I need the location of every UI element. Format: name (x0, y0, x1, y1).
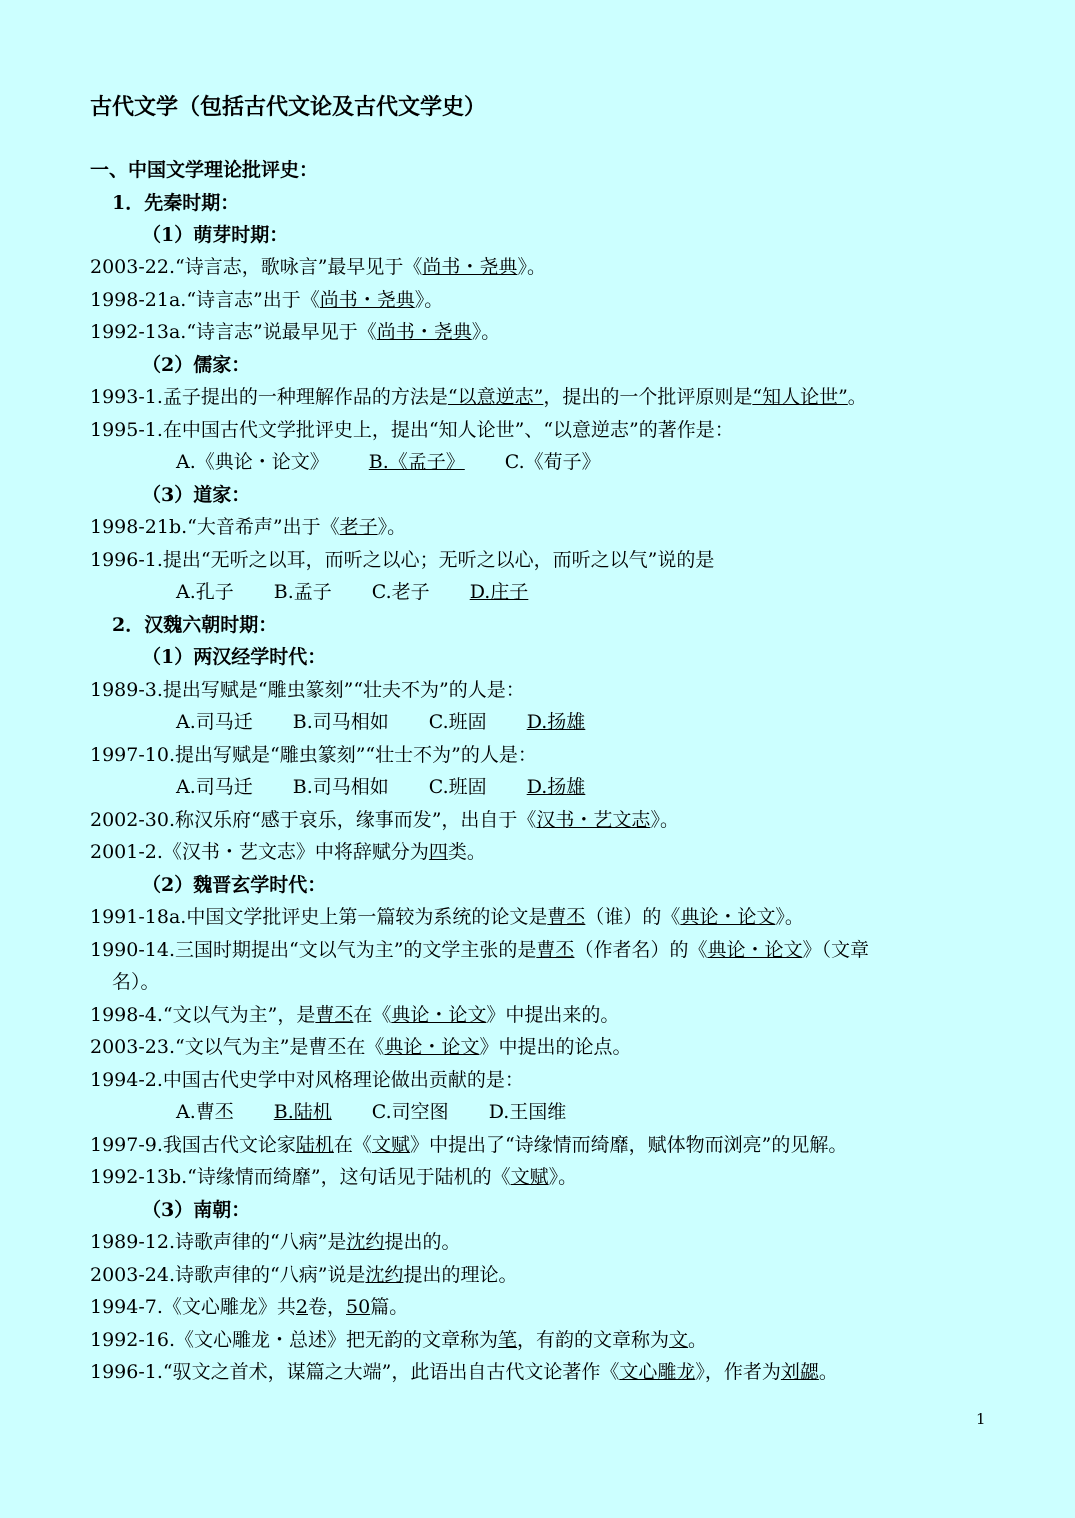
subsubsection-heading: （3）南朝： (142, 1199, 251, 1221)
subsubsection-heading: （2）魏晋玄学时代： (142, 874, 327, 896)
question-line: 1997-10.提出写赋是“雕虫篆刻”“壮士不为”的人是： (90, 744, 537, 766)
question-line: 2003-22.“诗言志，歌咏言”最早见于《尚书・尧典》。 (90, 256, 546, 278)
question-line: 1992-13b.“诗缘情而绮靡”，这句话见于陆机的《文赋》。 (90, 1166, 578, 1188)
question-line: 1996-1.提出“无听之以耳，而听之以心；无听之以心，而听之以气”说的是 (90, 549, 715, 571)
question-line: 1996-1.“驭文之首术，谋篇之大端”，此语出自古代文论著作《文心雕龙》，作者为刘勰。 (90, 1361, 838, 1383)
subsubsection-heading: （1）萌芽时期： (142, 224, 289, 246)
question-line: 1998-4.“文以气为主”，是曹丕在《典论・论文》中提出来的。 (90, 1004, 620, 1026)
answer-options: A.《典论・论文》 B.《孟子》 C.《荀子》 (176, 451, 601, 473)
subsubsection-heading: （1）两汉经学时代： (142, 646, 327, 668)
question-line: 1994-2.中国古代史学中对风格理论做出贡献的是： (90, 1069, 524, 1091)
question-line: 2001-2.《汉书・艺文志》中将辞赋分为四类。 (90, 841, 486, 863)
question-line: 1989-3.提出写赋是“雕虫篆刻”“壮夫不为”的人是： (90, 679, 525, 701)
answer-options: A.司马迁 B.司马相如 C.班固 D.扬雄 (176, 711, 586, 733)
answer-options: A.曹丕 B.陆机 C.司空图 D.王国维 (176, 1101, 567, 1123)
question-line: 1998-21a.“诗言志”出于《尚书・尧典》。 (90, 289, 444, 311)
question-line: 1989-12.诗歌声律的“八病”是沈约提出的。 (90, 1231, 461, 1253)
question-line: 1991-18a.中国文学批评史上第一篇较为系统的论文是曹丕（谁）的《典论・论文》。 (90, 906, 804, 928)
document-title: 古代文学（包括古代文论及古代文学史） (90, 94, 487, 120)
answer-options: A.司马迁 B.司马相如 C.班固 D.扬雄 (176, 776, 586, 798)
question-line: 1998-21b.“大音希声”出于《老子》。 (90, 516, 407, 538)
subsubsection-heading: （3）道家： (142, 484, 251, 506)
page-number: 1 (976, 1410, 986, 1428)
question-line: 1993-1.孟子提出的一种理解作品的方法是“以意逆志”，提出的一个批评原则是“知人论世”。 (90, 386, 867, 408)
answer-options: A.孔子 B.孟子 C.老子 D.庄子 (176, 581, 529, 603)
question-line: 1992-13a.“诗言志”说最早见于《尚书・尧典》。 (90, 321, 501, 343)
question-line-continued: 名）。 (112, 971, 160, 993)
section-heading: 一、中国文学理论批评史： (90, 159, 319, 181)
question-line: 1992-16.《文心雕龙・总述》把无韵的文章称为笔，有韵的文章称为文。 (90, 1329, 708, 1351)
question-line: 2003-23.“文以气为主”是曹丕在《典论・论文》中提出的论点。 (90, 1036, 632, 1058)
question-line: 1995-1.在中国古代文学批评史上，提出“知人论世”、“以意逆志”的著作是： (90, 419, 734, 441)
question-line: 1997-9.我国古代文论家陆机在《文赋》中提出了“诗缘情而绮靡，赋体物而浏亮”的见解。 (90, 1134, 848, 1156)
question-line: 2002-30.称汉乐府“感于哀乐，缘事而发”，出自于《汉书・艺文志》。 (90, 809, 679, 831)
subsubsection-heading: （2）儒家： (142, 354, 251, 376)
question-line: 1994-7.《文心雕龙》共2卷，50篇。 (90, 1296, 409, 1318)
question-line: 2003-24.诗歌声律的“八病”说是沈约提出的理论。 (90, 1264, 518, 1286)
question-line: 1990-14.三国时期提出“文以气为主”的文学主张的是曹丕（作者名）的《典论・论文》（文章 (90, 939, 869, 961)
subsection-heading: 2．汉魏六朝时期： (112, 614, 278, 636)
subsection-heading: 1．先秦时期： (112, 192, 240, 214)
